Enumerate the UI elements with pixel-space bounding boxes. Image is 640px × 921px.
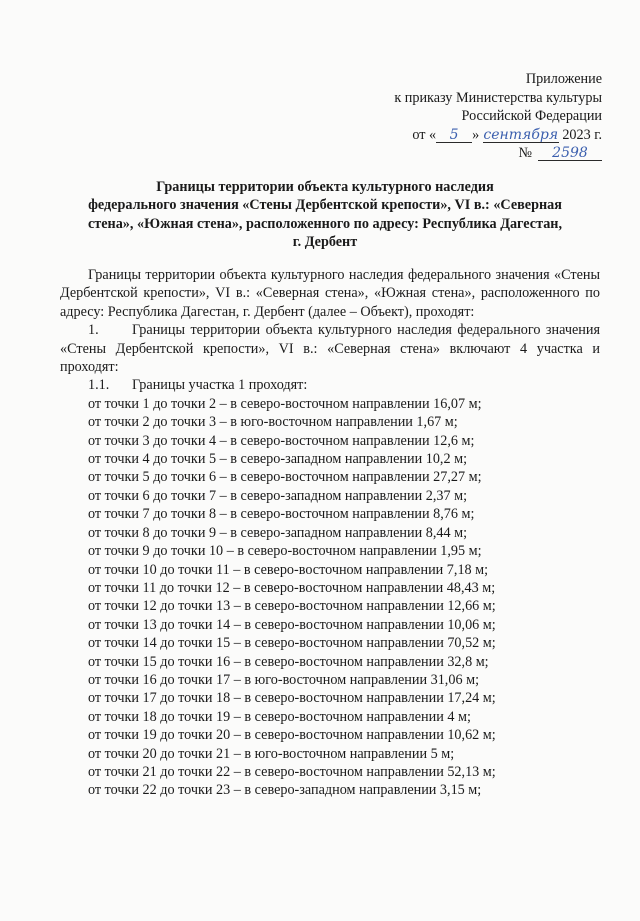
handwritten-number: 2598 bbox=[538, 146, 602, 161]
boundary-point-item: от точки 9 до точки 10 – в северо-восточном направлении 1,95 м; bbox=[88, 543, 482, 560]
appendix-header bbox=[394, 70, 602, 163]
date-mid: » bbox=[472, 126, 480, 143]
boundary-point-item: от точки 7 до точки 8 – в северо-восточном направлении 8,76 м; bbox=[88, 506, 475, 523]
boundary-point-item: от точки 19 до точки 20 – в северо-восточном направлении 10,62 м; bbox=[88, 727, 496, 744]
boundary-point-item: от точки 8 до точки 9 – в северо-западном направлении 8,44 м; bbox=[88, 524, 468, 541]
order-year: 2023 г. bbox=[562, 126, 602, 143]
boundary-point-item: от точки 1 до точки 2 – в северо-восточном направлении 16,07 м; bbox=[88, 395, 482, 412]
boundary-point-item: от точки 6 до точки 7 – в северо-западном направлении 2,37 м; bbox=[88, 487, 468, 504]
boundary-point-item: от точки 2 до точки 3 – в юго-восточном направлении 1,67 м; bbox=[88, 414, 458, 431]
order-reference: к приказу Министерства культуры bbox=[394, 89, 602, 106]
number-label: № bbox=[518, 145, 532, 161]
title-line: федерального значения «Стены Дербентской крепости», VI в.: «Северная bbox=[88, 197, 562, 214]
boundary-point-item: от точки 21 до точки 22 – в северо-восточном направлении 52,13 м; bbox=[88, 763, 496, 780]
item-1 bbox=[60, 321, 600, 376]
item-1-text: Границы территории объекта культурного наследия федерального значения «Стены Дербентской крепости», VI в.: «Северная стена» включают 4 участка и проходят: bbox=[60, 322, 600, 376]
order-number-line bbox=[394, 144, 602, 163]
title-line: г. Дербент bbox=[292, 233, 358, 250]
appendix-label: Приложение bbox=[525, 71, 602, 87]
boundary-point-item: от точки 3 до точки 4 – в северо-восточном направлении 12,6 м; bbox=[88, 432, 475, 449]
item-1-marker: 1. bbox=[88, 322, 99, 339]
item-1-1 bbox=[60, 376, 600, 394]
boundary-point-item: от точки 18 до точки 19 – в северо-восточном направлении 4 м; bbox=[88, 708, 471, 725]
item-1-1-marker: 1.1. bbox=[88, 377, 110, 394]
title-line: Границы территории объекта культурного наследия bbox=[156, 179, 494, 195]
boundary-point-item: от точки 4 до точки 5 – в северо-западном направлении 10,2 м; bbox=[88, 451, 468, 468]
boundary-point-item: от точки 14 до точки 15 – в северо-восточном направлении 70,52 м; bbox=[88, 635, 496, 652]
boundary-point-item: от точки 13 до точки 14 – в северо-восточном направлении 10,06 м; bbox=[88, 616, 496, 633]
intro-paragraph: Границы территории объекта культурного наследия федерального значения «Стены Дербентской крепости», VI в.: «Северная стена», «Южная стена», расположенного по адресу: Республика Дагестан, г. Дербент (далее – Объект), проходят: bbox=[60, 267, 600, 320]
boundary-point-item: от точки 10 до точки 11 – в северо-восточном направлении 7,18 м; bbox=[88, 561, 489, 578]
boundary-point-item: от точки 15 до точки 16 – в северо-восточном направлении 32,8 м; bbox=[88, 653, 489, 670]
boundary-points-list bbox=[60, 395, 600, 800]
order-date-line bbox=[394, 126, 602, 145]
boundary-point-item: от точки 20 до точки 21 – в юго-восточном направлении 5 м; bbox=[88, 745, 455, 762]
date-prefix: от « bbox=[412, 126, 437, 143]
handwritten-day: 5 bbox=[436, 128, 472, 143]
document-title bbox=[60, 178, 590, 251]
item-1-1-text: Границы участка 1 проходят: bbox=[132, 377, 308, 394]
boundary-point-item: от точки 17 до точки 18 – в северо-восточном направлении 17,24 м; bbox=[88, 690, 496, 707]
handwritten-month: сентября bbox=[483, 126, 559, 143]
boundary-point-item: от точки 12 до точки 13 – в северо-восточном направлении 12,66 м; bbox=[88, 598, 496, 615]
boundary-point-item: от точки 11 до точки 12 – в северо-восточном направлении 48,43 м; bbox=[88, 579, 496, 596]
title-line: стена», «Южная стена», расположенного по адресу: Республика Дагестан, bbox=[87, 215, 563, 232]
boundary-point-item: от точки 22 до точки 23 – в северо-западном направлении 3,15 м; bbox=[88, 782, 482, 799]
boundary-point-item: от точки 5 до точки 6 – в северо-восточном направлении 27,27 м; bbox=[88, 469, 482, 486]
document-body bbox=[60, 266, 600, 800]
federation-label: Российской Федерации bbox=[461, 108, 602, 124]
boundary-point-item: от точки 16 до точки 17 – в юго-восточном направлении 31,06 м; bbox=[88, 671, 480, 688]
